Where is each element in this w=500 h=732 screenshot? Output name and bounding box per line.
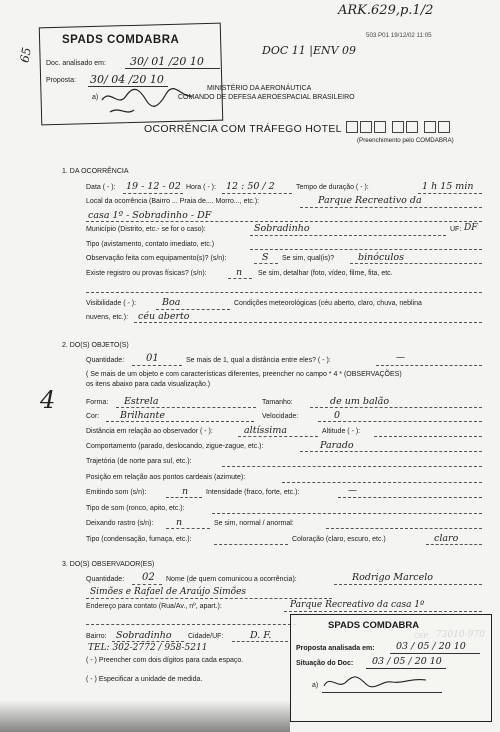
distance-observer-value: altíssima — [244, 425, 288, 436]
weather-value: céu aberto — [138, 311, 190, 322]
margin-number: 65 — [17, 46, 34, 64]
location-value: Parque Recreativo da — [318, 195, 422, 206]
spads-signature-prefix: a) — [92, 94, 99, 101]
objects-note-2: os itens abaixo para cada visualização.) — [86, 381, 211, 388]
trail-label: Deixando rastro (s/n): — [86, 520, 154, 527]
trail-type-label: Tipo (condensação, fumaça, etc.): — [86, 536, 192, 543]
weather-label: Condições meteorológicas (céu aberto, claro, chuva, neblina — [234, 300, 422, 307]
location-value-2: casa 1º - Sobradinho - DF — [88, 210, 212, 221]
spads-stamp-title: SPADS COMDABRA — [62, 34, 180, 46]
objects-note: ( Se mais de um objeto e com características diferentes, preencher no campo * 4 * (OBSERVAÇÕES) — [86, 371, 402, 378]
stamp-signature-prefix: a) — [312, 682, 319, 689]
municipality-value: Sobradinho — [254, 223, 310, 234]
trail-detail-label: Se sim, normal / anormal: — [214, 520, 294, 527]
coloring-label: Coloração (claro, escuro, etc.) — [292, 536, 386, 543]
observer-quantity-value: 02 — [142, 572, 155, 583]
footnote-2: ( - ) Especificar a unidade de medida. — [86, 676, 203, 683]
ministry-line2: COMANDO DE DEFESA AEROESPACIAL BRASILEIRO — [178, 94, 355, 101]
object-quantity-value: 01 — [146, 353, 159, 364]
scan-shadow — [0, 700, 290, 732]
hour-label: Hora ( - ): — [186, 184, 216, 191]
visibility-label: Visibilidade ( - ): — [86, 300, 137, 307]
observer-name-value: Rodrigo Marcelo — [352, 572, 433, 583]
object-quantity-label: Quantidade: — [86, 357, 125, 364]
hour-value: 12 : 50 / 2 — [226, 181, 275, 192]
observer-phone: TEL: 302-2772 / 958-5211 — [88, 643, 208, 653]
location-label: Local da ocorrência (Bairro ... Praia de.... Morro..., etc.): — [86, 198, 260, 205]
city-value: D. F. — [250, 630, 272, 641]
spads-signature — [100, 86, 210, 120]
visibility-value: Boa — [162, 297, 181, 308]
behavior-value: Parado — [320, 440, 354, 451]
stamp-status-value: 03 / 05 / 20 10 — [372, 656, 442, 667]
address-label: Endereço para contato (Rua/Av., nº, apart.): — [86, 603, 222, 610]
objects-distance-value: — — [396, 353, 405, 363]
equipment-value: S — [262, 252, 269, 263]
speed-value: 0 — [334, 410, 341, 421]
section3-heading: 3. DO(S) OBSERVADOR(ES) — [62, 561, 155, 568]
analyzed-label: Doc. analisado em: — [46, 60, 106, 67]
sound-label: Emitindo som (s/n): — [86, 489, 147, 496]
bottom-stamp-title: SPADS COMDABRA — [328, 620, 420, 631]
stamp-proposal-value: 03 / 05 / 20 10 — [396, 641, 466, 652]
trail-value: n — [176, 517, 183, 528]
neighborhood-label: Bairro: — [86, 633, 107, 640]
code-box-4 — [392, 121, 404, 133]
analyzed-date: 30/ 01 /20 10 — [130, 55, 204, 68]
ministry-line1: MINISTÉRIO DA AERONÁUTICA — [207, 85, 312, 92]
behavior-label: Comportamento (parado, deslocando, zigue-zague, etc.): — [86, 443, 264, 450]
trajectory-label: Trajetória (de norte para sul, etc.): — [86, 458, 192, 465]
proposal-date: 30/ 04 /20 10 — [90, 73, 164, 86]
archive-reference: ARK.629,p.1/2 — [338, 3, 434, 18]
records-label: Existe registro ou provas físicas? (s/n): — [86, 270, 207, 277]
size-value: de um balão — [330, 396, 390, 407]
duration-value: 1 h 15 min — [422, 181, 474, 192]
observer-quantity-label: Quantidade: — [86, 576, 125, 583]
address-value: Parque Recreativo da casa 1º — [290, 600, 425, 610]
code-box-2 — [360, 121, 372, 133]
form-code-note: (Preenchimento pelo COMDABRA) — [357, 137, 454, 144]
color-value: Brilhante — [120, 410, 165, 421]
fax-header: 503 P01 19/12/02 11:05 — [366, 32, 432, 39]
code-box-7 — [438, 121, 450, 133]
size-label: Tamanho: — [262, 399, 293, 406]
records-detail-label: Se sim, detalhar (foto, vídeo, filme, fita, etc. — [258, 270, 393, 277]
duration-label: Tempo de duração ( - ): — [296, 184, 369, 191]
stamp-status-label: Situação do Doc: — [296, 660, 354, 667]
section2-heading: 2. DO(S) OBJETO(S) — [62, 342, 129, 349]
form-title: OCORRÊNCIA COM TRÁFEGO HOTEL — [144, 123, 342, 135]
stamp-proposal-label: Proposta analisada em: — [296, 645, 375, 652]
equipment-which-value: binóculos — [358, 252, 405, 263]
date-value: 19 - 12 - 02 — [126, 181, 181, 192]
margin-number-4: 4 — [40, 386, 56, 414]
code-box-5 — [406, 121, 418, 133]
type-label: Tipo (avistamento, contato imediato, etc.) — [86, 241, 215, 248]
date-label: Data ( - ): — [86, 184, 116, 191]
sound-type-label: Tipo de som (ronco, apito, etc.): — [86, 505, 185, 512]
uf-value: DF — [464, 223, 478, 233]
code-box-1 — [346, 121, 358, 133]
records-value: n — [236, 267, 243, 278]
observer-name-value-2: Simões e Rafael de Araújo Simões — [90, 587, 247, 597]
section1-heading: 1. DA OCORRÊNCIA — [62, 168, 129, 175]
intensity-value: — — [348, 486, 357, 496]
municipality-label: Município (Distrito, etc.- se for o caso): — [86, 226, 206, 233]
altitude-label: Altitude ( - ): — [322, 428, 361, 435]
speed-label: Velocidade: — [262, 413, 299, 420]
proposal-label: Proposta: — [46, 77, 76, 84]
intensity-label: Intensidade (fraco, forte, etc.): — [206, 489, 300, 496]
doc-reference: DOC 11 |ENV 09 — [262, 44, 357, 57]
coloring-value: claro — [434, 533, 459, 544]
city-label: Cidade/UF: — [188, 633, 224, 640]
color-label: Cor: — [86, 413, 100, 420]
sound-value: n — [182, 486, 189, 497]
observer-name-label: Nome (de quem comunicou a ocorrência): — [166, 576, 297, 583]
footnote-1: ( - ) Preencher com dois dígitos para cada espaço. — [86, 657, 244, 664]
weather-label-2: nuvens, etc.): — [86, 314, 129, 321]
code-box-3 — [374, 121, 386, 133]
shape-value: Estrela — [124, 396, 159, 407]
position-label: Posição em relação aos pontos cardeais (azimute): — [86, 474, 246, 481]
uf-label: UF: — [450, 226, 462, 233]
objects-distance-label: Se mais de 1, qual a distância entre eles? ( - ): — [186, 357, 331, 364]
code-box-6 — [424, 121, 436, 133]
neighborhood-value: Sobradinho — [116, 630, 172, 641]
shape-label: Forma: — [86, 399, 109, 406]
equipment-which-label: Se sim, qual(is)? — [282, 255, 335, 262]
distance-observer-label: Distância em relação ao observador ( - ): — [86, 428, 213, 435]
equipment-label: Observação feita com equipamento(s)? (s/n): — [86, 255, 227, 262]
